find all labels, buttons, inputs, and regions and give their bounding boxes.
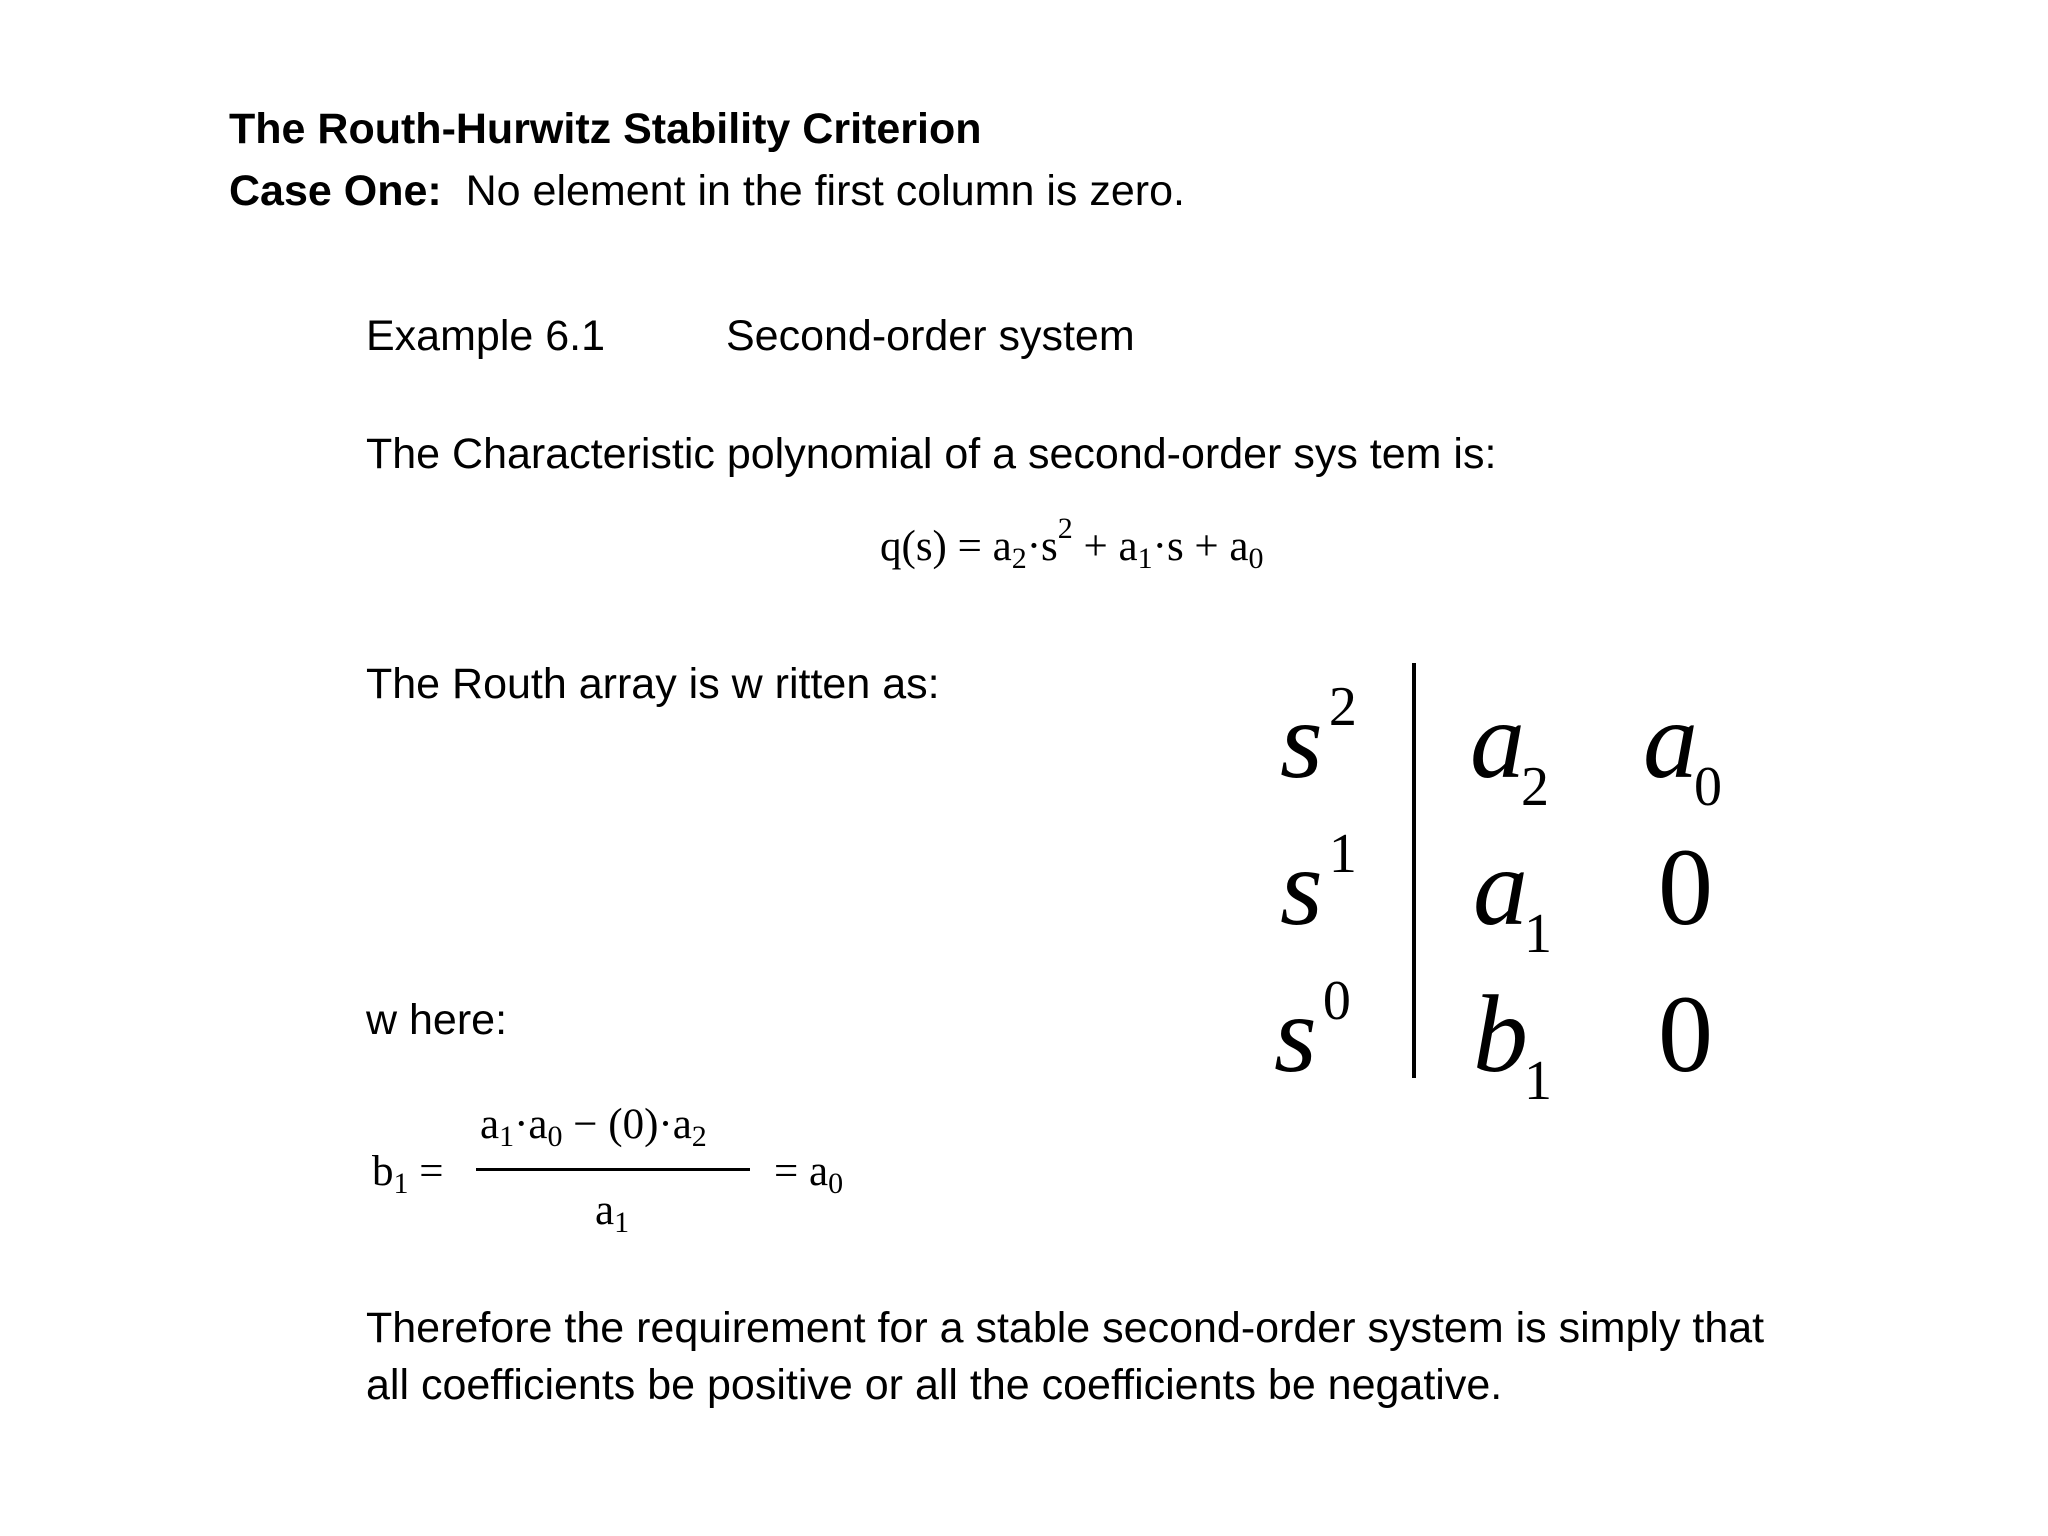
cell-base: b	[1473, 973, 1528, 1095]
poly-sup-2: 2	[1057, 512, 1073, 545]
page-title: The Routh-Hurwitz Stability Criterion	[229, 105, 982, 153]
poly-lhs: q(s) = a	[880, 523, 1012, 570]
num-rest: − (0)·a	[562, 1101, 692, 1148]
cell-sub: 1	[1524, 903, 1552, 965]
example-heading	[366, 312, 1135, 361]
routh-cell	[1473, 826, 1552, 965]
example-title: Second-order system	[726, 312, 1135, 360]
poly-s: ·s	[1026, 523, 1058, 570]
routh-cell	[1470, 679, 1549, 818]
power-exp: 0	[1322, 970, 1351, 1032]
conclusion-text: Therefore the requirement for a stable second-order system is simply that all coefficients be positive or all the coefficients be negative.	[366, 1304, 1765, 1409]
b1-equals: =	[408, 1148, 444, 1195]
num-a2-sub: 2	[691, 1120, 707, 1153]
poly-plus-a1: + a	[1072, 523, 1138, 570]
b1-sub: 1	[393, 1167, 409, 1200]
poly-sub-0: 0	[1248, 542, 1264, 575]
rhs-sub: 0	[828, 1167, 844, 1200]
where-label: w here:	[366, 996, 508, 1044]
power-base: s	[1274, 973, 1317, 1095]
cell-base: a	[1470, 679, 1525, 801]
power-base: s	[1280, 826, 1323, 948]
poly-sub-1: 1	[1137, 542, 1153, 575]
cell-base: 0	[1658, 973, 1713, 1095]
case-text: No element in the first column is zero.	[465, 167, 1185, 215]
characteristic-polynomial	[880, 512, 1264, 576]
fraction-bar	[476, 1168, 750, 1171]
example-number: Example 6.1	[366, 312, 606, 360]
den-sub: 1	[614, 1206, 630, 1239]
b1-rhs	[774, 1147, 843, 1201]
power-exp: 2	[1328, 676, 1357, 738]
fraction-numerator	[480, 1100, 707, 1154]
routh-row-power	[1280, 823, 1357, 948]
den-a: a	[595, 1187, 615, 1234]
cell-sub: 0	[1694, 756, 1722, 818]
cell-base: 0	[1658, 826, 1713, 948]
routh-cell	[1658, 973, 1713, 1095]
poly-s-plus-a0: ·s + a	[1152, 523, 1249, 570]
routh-cell	[1643, 679, 1722, 818]
cell-sub: 2	[1521, 756, 1549, 818]
routh-cell	[1473, 973, 1552, 1112]
slide-title	[229, 98, 1185, 222]
power-base: s	[1280, 679, 1323, 801]
routh-row-power	[1280, 676, 1357, 801]
intro-text: The Characteristic polynomial of a second-order sys tem is:	[366, 430, 1497, 478]
cell-base: a	[1473, 826, 1528, 948]
num-a0: ·a	[514, 1101, 548, 1148]
rhs-a0: = a	[774, 1148, 829, 1195]
routh-array	[1260, 655, 1760, 1112]
routh-label: The Routh array is w ritten as:	[366, 660, 940, 708]
power-exp: 1	[1328, 823, 1357, 885]
case-label: Case One:	[229, 167, 442, 215]
routh-row-power	[1274, 970, 1351, 1095]
b1-lhs	[372, 1147, 444, 1201]
num-a0-sub: 0	[547, 1120, 563, 1153]
num-a1-sub: 1	[499, 1120, 515, 1153]
routh-cell	[1658, 826, 1713, 948]
poly-sub-2: 2	[1011, 542, 1027, 575]
num-a1: a	[480, 1101, 500, 1148]
fraction-denominator	[595, 1186, 629, 1240]
b1-base: b	[372, 1148, 394, 1195]
cell-base: a	[1643, 679, 1698, 801]
cell-sub: 1	[1524, 1050, 1552, 1112]
routh-divider	[1412, 663, 1416, 1078]
b1-formula	[372, 1100, 892, 1250]
case-heading	[229, 160, 1185, 222]
